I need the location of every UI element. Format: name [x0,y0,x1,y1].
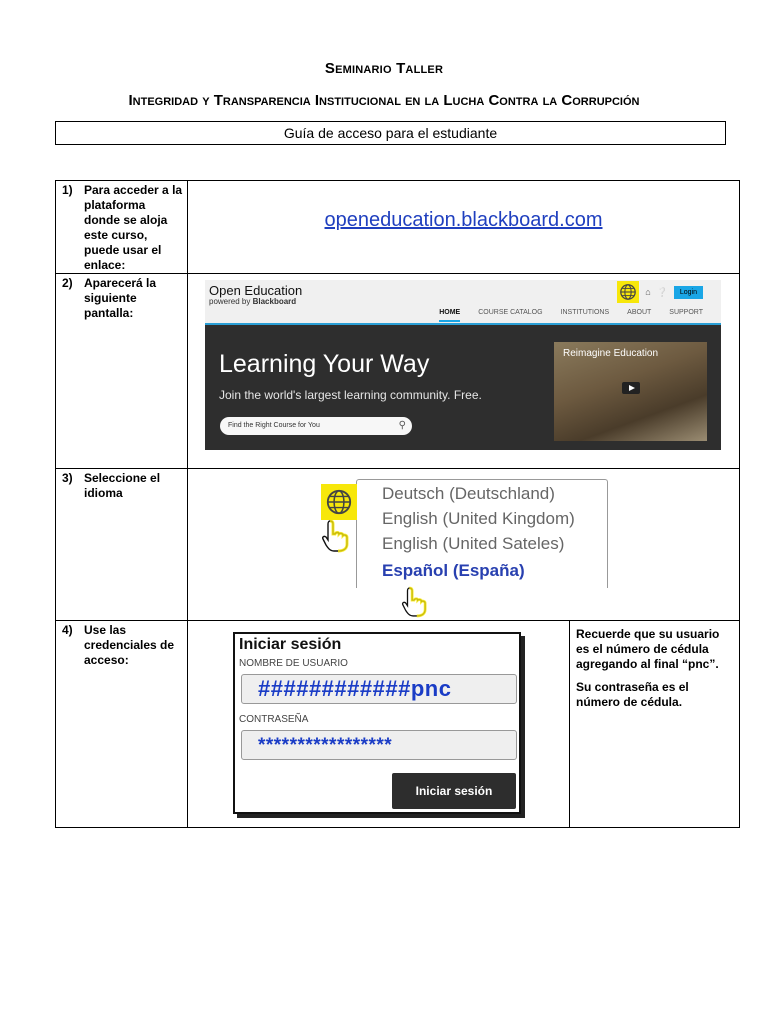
oe-nav-institutions[interactable]: INSTITUTIONS [560,309,610,316]
step-3-row [56,469,740,621]
step-2-label-cell [56,274,188,469]
globe-icon[interactable] [617,281,639,303]
oe-brand: Open Education [209,283,303,298]
password-note: Su contraseña es el número de cédula. [576,680,689,709]
oe-header-divider [205,323,721,325]
step-1-row [56,181,740,274]
language-selector-illustration [188,469,739,619]
step-2-content-cell [188,274,740,469]
oe-search-input[interactable] [220,417,412,435]
oe-nav-home[interactable]: HOME [439,309,460,322]
login-button[interactable]: Iniciar sesión [392,773,516,809]
step-label: Seleccione el idioma [84,471,161,500]
oe-video-title: Reimagine Education [563,348,659,359]
username-label: NOMBRE DE USUARIO [239,658,348,669]
step-label: Para acceder a la plataforma donde se aloja este curso, puede usar el enlace: [84,183,183,272]
help-icon[interactable]: ❔ [656,286,668,297]
credentials-note [570,621,739,710]
oe-header [205,280,721,323]
step-number: 1) [62,183,73,197]
document-subtitle: Integridad y Transparencia Institucional en la Lucha Contra la Corrupción [128,92,640,109]
oe-powered-brand: Blackboard [252,297,297,306]
step-label: Use las credenciales de acceso: [84,623,175,667]
search-icon[interactable]: ⚲ [398,420,406,431]
home-icon[interactable]: ⌂ [645,287,651,297]
language-option-english-us[interactable]: English (United Sateles) [382,534,565,553]
language-option-deutsch[interactable]: Deutsch (Deutschland) [382,484,555,503]
steps-table [55,180,740,828]
step-1-content-cell [188,181,740,274]
step-4-content-cell [188,621,570,828]
step-2-row [56,274,740,469]
password-label: CONTRASEÑA [239,714,309,725]
step-4-label-cell [56,621,188,828]
login-form [233,632,521,814]
pointer-hand-icon [401,586,427,618]
pointer-hand-icon [321,519,349,553]
step-4-note-cell [570,621,740,828]
password-input[interactable] [241,730,517,760]
oe-login-button[interactable]: Login [674,286,703,299]
play-icon[interactable] [622,382,640,394]
document-title: Seminario Taller [324,60,444,77]
login-title: Iniciar sesión [239,636,342,653]
step-3-content-cell [188,469,740,621]
step-number: 3) [62,471,73,485]
oe-hero-title: Learning Your Way [219,350,430,378]
oe-nav-about[interactable]: ABOUT [627,309,652,316]
step-4-row [56,621,740,828]
globe-icon[interactable] [321,484,357,520]
username-input[interactable] [241,674,517,704]
password-value: ***************** [258,735,393,756]
openeducation-link[interactable]: openeducation.blackboard.com [324,209,603,231]
step-number: 4) [62,623,73,637]
username-value: ############pnc [258,676,452,701]
oe-nav-course-catalog[interactable]: COURSE CATALOG [478,309,543,316]
oe-search-placeholder: Find the Right Course for You [228,422,320,429]
language-option-espanol[interactable]: Español (España) [382,561,525,580]
oe-hero-subtitle: Join the world's largest learning community. Free. [219,388,482,402]
step-1-label-cell [56,181,188,274]
language-option-english-uk[interactable]: English (United Kingdom) [382,509,575,528]
step-label: Aparecerá la siguiente pantalla: [84,276,157,320]
guide-heading: Guía de acceso para el estudiante [55,121,726,145]
oe-nav-support[interactable]: SUPPORT [669,309,703,316]
oe-video-thumbnail[interactable] [554,342,707,441]
username-note: Recuerde que su usuario es el número de cédula agregando al final “pnc”. [576,627,720,671]
oe-powered-by [209,297,296,306]
oe-nav [439,309,721,322]
language-menu [356,479,608,588]
oe-icon-bar [617,281,703,303]
step-number: 2) [62,276,73,290]
oe-powered-prefix: powered by [209,297,253,306]
step-3-label-cell [56,469,188,621]
open-education-screenshot [205,280,721,450]
